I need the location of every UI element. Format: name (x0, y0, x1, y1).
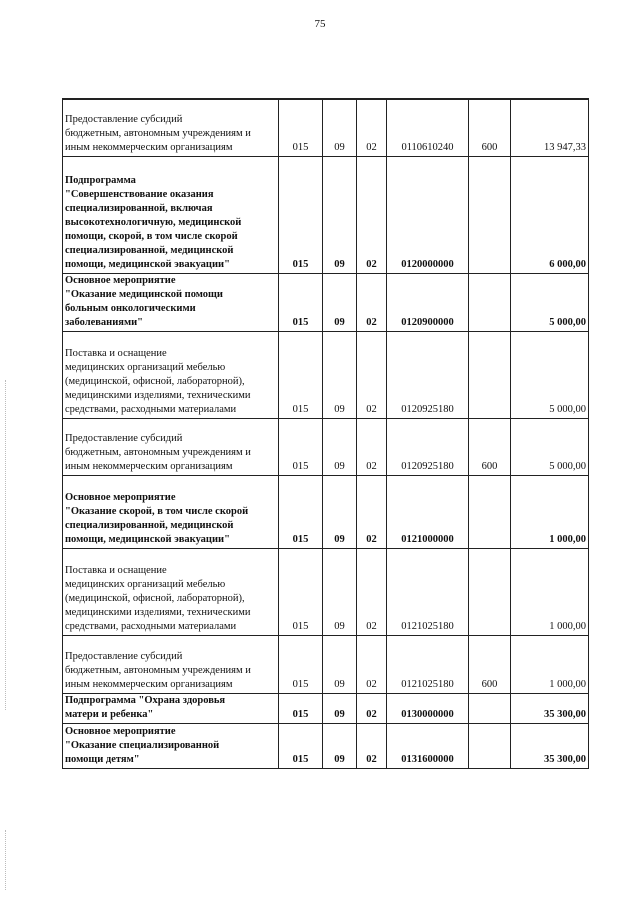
cell-rz: 09 (323, 548, 357, 635)
row-name: Основное мероприятие "Оказание медицинской помощи больным онкологическими заболеваниями" (65, 274, 223, 328)
cell-vr: 600 (469, 418, 511, 475)
cell-vr: 600 (469, 99, 511, 156)
cell-rz: 09 (323, 475, 357, 548)
table-row (63, 475, 589, 548)
cell-pr: 02 (357, 273, 387, 331)
cell-pr: 02 (357, 548, 387, 635)
cell-csr: 0120925180 (387, 331, 469, 418)
cell-gr: 015 (279, 693, 323, 723)
cell-gr: 015 (279, 156, 323, 273)
cell-vr (469, 693, 511, 723)
row-name: Предоставление субсидий бюджетным, автономным учреждениям и иным некоммерческим организациям (65, 113, 251, 153)
table-row (63, 273, 589, 331)
cell-pr: 02 (357, 475, 387, 548)
cell-sum: 5 000,00 (511, 273, 589, 331)
cell-gr: 015 (279, 475, 323, 548)
row-name-cell (63, 418, 279, 475)
table-row (63, 723, 589, 768)
row-name-cell (63, 693, 279, 723)
scan-margin-mark (5, 830, 7, 890)
cell-csr: 0110610240 (387, 99, 469, 156)
cell-pr: 02 (357, 418, 387, 475)
cell-gr: 015 (279, 723, 323, 768)
table-row (63, 635, 589, 693)
cell-rz: 09 (323, 693, 357, 723)
cell-vr (469, 548, 511, 635)
cell-rz: 09 (323, 273, 357, 331)
row-name: Предоставление субсидий бюджетным, автономным учреждениям и иным некоммерческим организациям (65, 650, 251, 690)
cell-csr: 0120000000 (387, 156, 469, 273)
row-name-cell (63, 156, 279, 273)
row-name-cell (63, 475, 279, 548)
cell-sum: 5 000,00 (511, 418, 589, 475)
cell-gr: 015 (279, 635, 323, 693)
cell-pr: 02 (357, 156, 387, 273)
row-name: Поставка и оснащение медицинских организаций мебелью (медицинской, офисной, лабораторной), медицинскими изделиями, техническими средствами, расходными материалами (65, 564, 251, 632)
table-row (63, 418, 589, 475)
cell-sum: 1 000,00 (511, 635, 589, 693)
cell-rz: 09 (323, 723, 357, 768)
cell-pr: 02 (357, 693, 387, 723)
cell-csr: 0120900000 (387, 273, 469, 331)
row-name: Поставка и оснащение медицинских организаций мебелью (медицинской, офисной, лабораторной), медицинскими изделиями, техническими средствами, расходными материалами (65, 347, 251, 415)
row-name: Основное мероприятие "Оказание специализированной помощи детям" (65, 725, 220, 765)
cell-pr: 02 (357, 331, 387, 418)
cell-csr: 0121025180 (387, 635, 469, 693)
row-name: Подпрограмма "Совершенствование оказания специализированной, включая высокотехнологичную, медицинской помощи, скорой, в том числе скорой специализированной, медицинской помощи, медицинской эвакуации" (65, 174, 242, 270)
cell-rz: 09 (323, 418, 357, 475)
cell-csr: 0121025180 (387, 548, 469, 635)
budget-table (62, 98, 589, 769)
row-name-cell (63, 273, 279, 331)
scan-margin-mark (5, 380, 7, 710)
cell-csr: 0121000000 (387, 475, 469, 548)
cell-csr: 0120925180 (387, 418, 469, 475)
cell-csr: 0130000000 (387, 693, 469, 723)
table-row (63, 548, 589, 635)
cell-rz: 09 (323, 635, 357, 693)
row-name: Подпрограмма "Охрана здоровья матери и ребенка" (65, 694, 226, 720)
cell-sum: 1 000,00 (511, 548, 589, 635)
row-name-cell (63, 635, 279, 693)
cell-pr: 02 (357, 635, 387, 693)
cell-sum: 35 300,00 (511, 723, 589, 768)
cell-vr (469, 156, 511, 273)
cell-pr: 02 (357, 99, 387, 156)
cell-sum: 6 000,00 (511, 156, 589, 273)
cell-sum: 1 000,00 (511, 475, 589, 548)
cell-vr (469, 273, 511, 331)
table-row (63, 156, 589, 273)
row-name-cell (63, 99, 279, 156)
row-name: Основное мероприятие "Оказание скорой, в том числе скорой специализированной, медицинской помощи, медицинской эвакуации" (65, 491, 249, 545)
cell-sum: 13 947,33 (511, 99, 589, 156)
table-row (63, 99, 589, 156)
row-name: Предоставление субсидий бюджетным, автономным учреждениям и иным некоммерческим организациям (65, 432, 251, 472)
cell-gr: 015 (279, 273, 323, 331)
cell-sum: 5 000,00 (511, 331, 589, 418)
cell-vr (469, 475, 511, 548)
table-row (63, 693, 589, 723)
cell-vr: 600 (469, 635, 511, 693)
cell-rz: 09 (323, 331, 357, 418)
cell-rz: 09 (323, 99, 357, 156)
cell-csr: 0131600000 (387, 723, 469, 768)
row-name-cell (63, 331, 279, 418)
cell-rz: 09 (323, 156, 357, 273)
row-name-cell (63, 548, 279, 635)
cell-gr: 015 (279, 418, 323, 475)
row-name-cell (63, 723, 279, 768)
cell-pr: 02 (357, 723, 387, 768)
cell-gr: 015 (279, 99, 323, 156)
page-number: 75 (314, 18, 326, 30)
cell-vr (469, 723, 511, 768)
cell-vr (469, 331, 511, 418)
table-row (63, 331, 589, 418)
cell-gr: 015 (279, 331, 323, 418)
cell-gr: 015 (279, 548, 323, 635)
cell-sum: 35 300,00 (511, 693, 589, 723)
